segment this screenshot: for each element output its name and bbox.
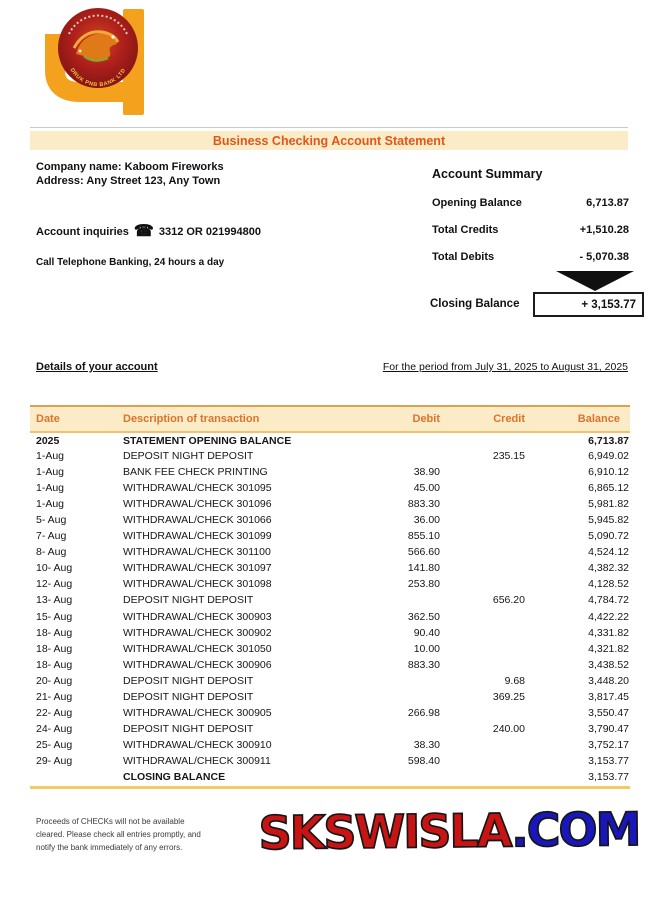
cell-credit: [443, 496, 528, 512]
cell-desc: STATEMENT OPENING BALANCE: [123, 434, 292, 447]
cell-balance: 3,448.20: [588, 674, 629, 687]
summary-row-credits: [432, 224, 629, 236]
transactions-body: [30, 432, 630, 785]
cell-desc: WITHDRAWAL/CHECK 300902: [123, 626, 272, 639]
table-row: [30, 560, 630, 576]
cell-credit: [443, 560, 528, 576]
cell-desc: WITHDRAWAL/CHECK 301066: [123, 514, 272, 527]
cell-date: 2025: [36, 434, 60, 447]
cell-desc: WITHDRAWAL/CHECK 301098: [123, 578, 272, 591]
cell-debit: [300, 769, 443, 785]
cell-desc: DEPOSIT NIGHT DEPOSIT: [123, 594, 254, 607]
company-info: [36, 161, 224, 188]
cell-desc: WITHDRAWAL/CHECK 300911: [123, 754, 271, 767]
col-header-desc: Description of transaction: [123, 413, 260, 425]
cell-balance: 3,438.52: [588, 658, 629, 671]
table-row: [30, 512, 630, 528]
cell-debit: 10.00: [413, 642, 440, 655]
cell-debit: [300, 689, 443, 705]
summary-label: Total Credits: [432, 224, 499, 236]
cell-date: 12- Aug: [36, 578, 73, 591]
cell-date: 1-Aug: [36, 450, 65, 463]
account-inquiries-line: [36, 222, 261, 240]
cell-debit: [300, 432, 443, 448]
table-row: [30, 464, 630, 480]
cell-date: 7- Aug: [36, 530, 67, 543]
table-row: [30, 721, 630, 737]
cell-credit: [443, 464, 528, 480]
table-row: [30, 528, 630, 544]
phone-icon: ☎: [133, 222, 154, 240]
watermark-text: [252, 802, 647, 860]
cell-desc: DEPOSIT NIGHT DEPOSIT: [123, 450, 254, 463]
company-address-line: Address: Any Street 123, Any Town: [36, 174, 221, 187]
table-row: [30, 432, 630, 448]
cell-desc: CLOSING BALANCE: [123, 771, 226, 783]
cell-debit: 883.30: [407, 658, 440, 671]
table-row: [30, 737, 630, 753]
table-row: [30, 673, 630, 689]
cell-date: 21- Aug: [36, 690, 73, 703]
arrow-down-icon: [556, 271, 634, 291]
cell-desc: WITHDRAWAL/CHECK 301095: [123, 482, 272, 495]
cell-date: 1-Aug: [36, 498, 65, 511]
cell-debit: 566.60: [407, 546, 440, 559]
cell-desc: WITHDRAWAL/CHECK 301096: [123, 498, 272, 511]
details-heading: Details of your account: [36, 361, 158, 373]
summary-value: - 5,070.38: [579, 251, 629, 263]
cell-balance: 3,817.45: [588, 690, 629, 703]
table-row: [30, 625, 630, 641]
cell-debit: 266.98: [407, 706, 440, 719]
closing-balance-box: [533, 292, 644, 317]
cell-desc: WITHDRAWAL/CHECK 301099: [123, 530, 272, 543]
cell-date: 20- Aug: [36, 674, 73, 687]
cell-credit: [443, 544, 528, 560]
table-row: [30, 544, 630, 560]
cell-credit: [443, 480, 528, 496]
pnb-glyph-graphic: [40, 4, 152, 118]
cell-date: 8- Aug: [36, 546, 67, 559]
cell-credit: [443, 432, 528, 448]
cell-desc: WITHDRAWAL/CHECK 301050: [123, 642, 272, 655]
bank-logo: [40, 4, 152, 118]
cell-balance: 4,128.52: [588, 578, 629, 591]
cell-debit: 253.80: [407, 578, 440, 591]
cell-credit: [443, 737, 528, 753]
cell-debit: 38.90: [413, 466, 440, 479]
cell-desc: WITHDRAWAL/CHECK 300906: [123, 658, 272, 671]
disclaimer-line: notify the bank immediately of any errors.: [36, 843, 183, 852]
table-row: [30, 641, 630, 657]
summary-label: Opening Balance: [432, 197, 522, 209]
cell-balance: 3,153.77: [588, 754, 629, 767]
cell-date: 18- Aug: [36, 642, 73, 655]
cell-balance: 3,790.47: [588, 722, 629, 735]
transactions-table: [30, 405, 630, 785]
cell-debit: 855.10: [407, 530, 440, 543]
footer-disclaimer: [36, 815, 201, 854]
cell-credit: 235.15: [492, 450, 525, 463]
cell-credit: [443, 769, 528, 785]
table-row: [30, 657, 630, 673]
cell-desc: WITHDRAWAL/CHECK 300905: [123, 706, 272, 719]
col-header-credit: Credit: [493, 413, 525, 425]
cell-debit: 362.50: [407, 610, 440, 623]
cell-debit: [300, 673, 443, 689]
account-inquiries-label: Account inquiries: [36, 226, 129, 238]
col-header-date: Date: [36, 413, 60, 425]
cell-balance: 3,153.77: [588, 771, 629, 783]
statement-title-bar: [30, 131, 628, 150]
telephone-banking-note: Call Telephone Banking, 24 hours a day: [36, 257, 225, 268]
bank-emblem-circle: [58, 8, 138, 88]
cell-debit: 45.00: [413, 482, 440, 495]
cell-date: 24- Aug: [36, 722, 73, 735]
disclaimer-line: cleared. Please check all entries promptly, and: [36, 830, 201, 839]
cell-debit: [300, 448, 443, 464]
cell-debit: [300, 721, 443, 737]
cell-desc: WITHDRAWAL/CHECK 301097: [123, 562, 272, 575]
cell-credit: [443, 657, 528, 673]
cell-desc: DEPOSIT NIGHT DEPOSIT: [123, 722, 254, 735]
cell-balance: 6,910.12: [588, 466, 629, 479]
cell-desc: DEPOSIT NIGHT DEPOSIT: [123, 674, 254, 687]
table-row: [30, 753, 630, 769]
cell-credit: 369.25: [492, 690, 525, 703]
table-row: [30, 769, 630, 785]
cell-balance: 5,981.82: [588, 498, 629, 511]
cell-date: 25- Aug: [36, 738, 73, 751]
page-title: Business Checking Account Statement: [212, 133, 446, 148]
company-name-line: Company name: Kaboom Fireworks: [36, 161, 224, 173]
cell-balance: 6,865.12: [588, 482, 629, 495]
disclaimer-line: Proceeds of CHECKs will not be available: [36, 817, 185, 826]
cell-balance: 5,945.82: [588, 514, 629, 527]
table-header-row: [30, 406, 630, 432]
summary-row-opening: [432, 197, 629, 209]
cell-debit: 38.30: [413, 738, 440, 751]
watermark-blue-part: COM: [526, 802, 640, 858]
cell-balance: 6,713.87: [588, 434, 629, 447]
cell-debit: 36.00: [413, 514, 440, 527]
cell-balance: 4,524.12: [588, 546, 629, 559]
cell-credit: 656.20: [492, 594, 525, 607]
cell-date: 13- Aug: [36, 594, 73, 607]
cell-debit: 141.80: [407, 562, 440, 575]
table-row: [30, 705, 630, 721]
table-row: [30, 576, 630, 592]
cell-date: 1-Aug: [36, 482, 65, 495]
cell-desc: WITHDRAWAL/CHECK 300903: [123, 610, 272, 623]
cell-date: 15- Aug: [36, 610, 73, 623]
cell-date: 18- Aug: [36, 658, 73, 671]
bank-name-arc: DRUK PNB BANK LTD: [68, 67, 128, 89]
cell-debit: 883.30: [407, 498, 440, 511]
cell-date: 10- Aug: [36, 562, 73, 575]
cell-balance: 5,090.72: [588, 530, 629, 543]
cell-debit: 598.40: [407, 754, 440, 767]
table-row: [30, 689, 630, 705]
cell-desc: BANK FEE CHECK PRINTING: [123, 466, 268, 479]
watermark-dot: .: [510, 803, 528, 858]
cell-credit: [443, 753, 528, 769]
cell-desc: DEPOSIT NIGHT DEPOSIT: [123, 690, 254, 703]
cell-date: 29- Aug: [36, 754, 73, 767]
cell-credit: 240.00: [492, 722, 525, 735]
cell-date: 5- Aug: [36, 514, 67, 527]
cell-credit: [443, 625, 528, 641]
cell-credit: [443, 641, 528, 657]
account-inquiries-number: 3312 OR 021994800: [158, 226, 261, 238]
cell-date: [30, 769, 123, 785]
cell-desc: WITHDRAWAL/CHECK 301100: [123, 546, 271, 559]
cell-balance: 3,550.47: [588, 706, 629, 719]
cell-credit: [443, 528, 528, 544]
table-row: [30, 448, 630, 464]
summary-value: 6,713.87: [586, 197, 629, 209]
watermark-red-part: SKSWISLA: [258, 803, 512, 860]
closing-balance-label: Closing Balance: [430, 298, 520, 310]
cell-debit: 90.40: [413, 626, 440, 639]
cell-balance: 6,949.02: [588, 450, 629, 463]
col-header-debit: Debit: [412, 413, 440, 425]
cell-credit: 9.68: [504, 674, 525, 687]
cell-debit: [300, 592, 443, 608]
col-header-balance: Balance: [577, 413, 620, 425]
cell-credit: [443, 705, 528, 721]
cell-balance: 3,752.17: [588, 738, 629, 751]
cell-balance: 4,784.72: [588, 594, 629, 607]
cell-date: 18- Aug: [36, 626, 73, 639]
cell-balance: 4,331.82: [588, 626, 629, 639]
account-summary-heading: Account Summary: [432, 167, 543, 181]
summary-row-debits: [432, 251, 629, 263]
cell-desc: WITHDRAWAL/CHECK 300910: [123, 738, 272, 751]
closing-balance-value: + 3,153.77: [581, 298, 636, 311]
top-divider: [30, 127, 628, 128]
table-bottom-divider: [30, 786, 630, 789]
cell-date: 1-Aug: [36, 466, 65, 479]
table-row: [30, 609, 630, 625]
cell-credit: [443, 512, 528, 528]
cell-date: 22- Aug: [36, 706, 73, 719]
summary-value: +1,510.28: [579, 224, 629, 236]
cell-balance: 4,422.22: [588, 610, 629, 623]
table-row: [30, 496, 630, 512]
summary-label: Total Debits: [432, 251, 495, 263]
table-row: [30, 592, 630, 608]
cell-credit: [443, 609, 528, 625]
cell-balance: 4,382.32: [588, 562, 629, 575]
cell-balance: 4,321.82: [588, 642, 629, 655]
cell-credit: [443, 576, 528, 592]
table-row: [30, 480, 630, 496]
statement-period: For the period from July 31, 2025 to August 31, 2025: [382, 361, 628, 373]
